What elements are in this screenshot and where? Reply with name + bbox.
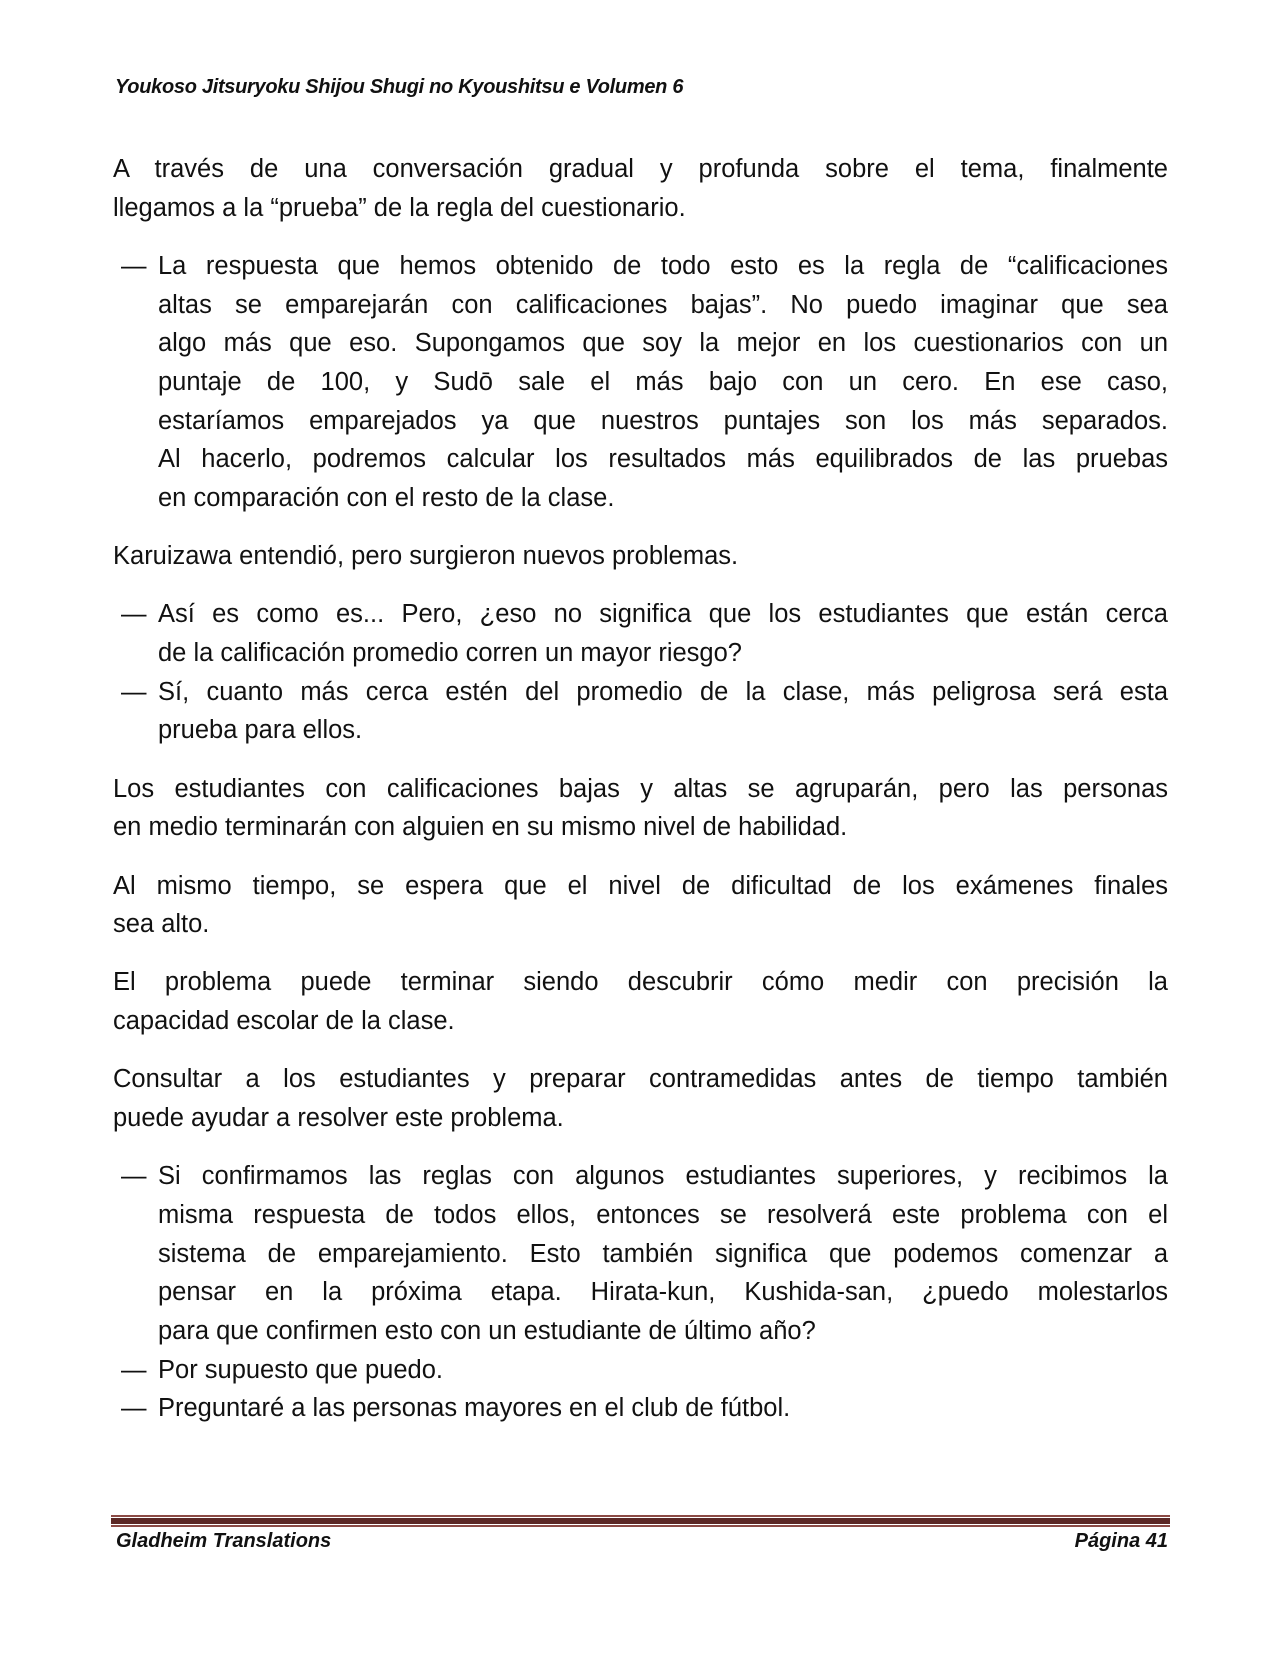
dialogue-dash: —	[121, 1394, 147, 1423]
dialogue-dash: —	[121, 600, 147, 629]
text-line: Consultar a los estudiantes y preparar contramedidas antes de tiempo también	[113, 1065, 1168, 1094]
text-line: puntaje de 100, y Sudō sale el más bajo con un cero. En ese caso,	[158, 367, 1168, 396]
paragraph	[113, 150, 1168, 227]
dialogue-dash: —	[121, 251, 147, 280]
dialogue-group	[113, 247, 1168, 518]
paragraph	[113, 537, 1168, 576]
text-line: en comparación con el resto de la clase.	[158, 484, 615, 512]
dialogue-group	[113, 595, 1168, 750]
text-line: capacidad escolar de la clase.	[113, 1007, 455, 1036]
text-line: A través de una conversación gradual y profunda sobre el tema, finalmente	[113, 155, 1168, 183]
dialogue-line	[113, 673, 1168, 750]
dialogue-dash: —	[121, 1162, 147, 1191]
text-line: algo más que eso. Supongamos que soy la mejor en los cuestionarios con un	[158, 329, 1168, 358]
paragraph	[113, 1060, 1168, 1137]
running-header: Youkoso Jitsuryoku Shijou Shugi no Kyoushitsu e Volumen 6	[115, 76, 684, 98]
text-line: estaríamos emparejados ya que nuestros puntajes son los más separados.	[158, 406, 1168, 435]
text-line: puede ayudar a resolver este problema.	[113, 1103, 564, 1132]
text-line: para que confirmen esto con un estudiante de último año?	[158, 1316, 816, 1345]
text-line: Preguntaré a las personas mayores en el club de fútbol.	[158, 1394, 791, 1423]
text-line: Si confirmamos las reglas con algunos estudiantes superiores, y recibimos la	[158, 1162, 1168, 1191]
dialogue-line	[113, 247, 1168, 518]
text-line: Al mismo tiempo, se espera que el nivel de dificultad de los exámenes finales	[113, 871, 1168, 900]
text-line: sea alto.	[113, 910, 210, 939]
footer-publisher: Gladheim Translations	[116, 1530, 332, 1552]
footer-page-number: Página 41	[1074, 1530, 1168, 1552]
text-line: pensar en la próxima etapa. Hirata-kun, Kushida-san, ¿puedo molestarlos	[158, 1278, 1168, 1307]
paragraph	[113, 867, 1168, 944]
footer-rule	[111, 1515, 1170, 1527]
dialogue-line	[113, 1351, 1168, 1390]
text-line: Al hacerlo, podremos calcular los resultados más equilibrados de las pruebas	[158, 445, 1168, 474]
dialogue-line	[113, 1389, 1168, 1428]
text-line: sistema de emparejamiento. Esto también significa que podemos comenzar a	[158, 1239, 1168, 1268]
text-line: altas se emparejarán con calificaciones bajas”. No puedo imaginar que sea	[158, 290, 1168, 319]
page-body	[113, 150, 1168, 1447]
dialogue-line	[113, 1157, 1168, 1350]
text-line: de la calificación promedio corren un mayor riesgo?	[158, 639, 742, 668]
paragraph	[113, 963, 1168, 1040]
text-line: Karuizawa entendió, pero surgieron nuevos problemas.	[113, 542, 739, 571]
text-line: misma respuesta de todos ellos, entonces se resolverá este problema con el	[158, 1200, 1168, 1229]
text-line: El problema puede terminar siendo descubrir cómo medir con precisión la	[113, 968, 1168, 997]
dialogue-dash: —	[121, 1355, 147, 1384]
dialogue-group	[113, 1157, 1168, 1428]
dialogue-dash: —	[121, 677, 147, 706]
text-line: Por supuesto que puedo.	[158, 1355, 443, 1384]
text-line: llegamos a la “prueba” de la regla del cuestionario.	[113, 193, 686, 222]
paragraph	[113, 770, 1168, 847]
text-line: prueba para ellos.	[158, 716, 363, 745]
text-line: Así es como es... Pero, ¿eso no significa que los estudiantes que están cerca	[158, 600, 1168, 629]
text-line: en medio terminarán con alguien en su mismo nivel de habilidad.	[113, 813, 848, 842]
text-line: La respuesta que hemos obtenido de todo esto es la regla de “calificaciones	[158, 251, 1168, 280]
dialogue-line	[113, 595, 1168, 672]
text-line: Sí, cuanto más cerca estén del promedio de la clase, más peligrosa será esta	[158, 677, 1168, 706]
text-line: Los estudiantes con calificaciones bajas y altas se agruparán, pero las personas	[113, 774, 1168, 803]
